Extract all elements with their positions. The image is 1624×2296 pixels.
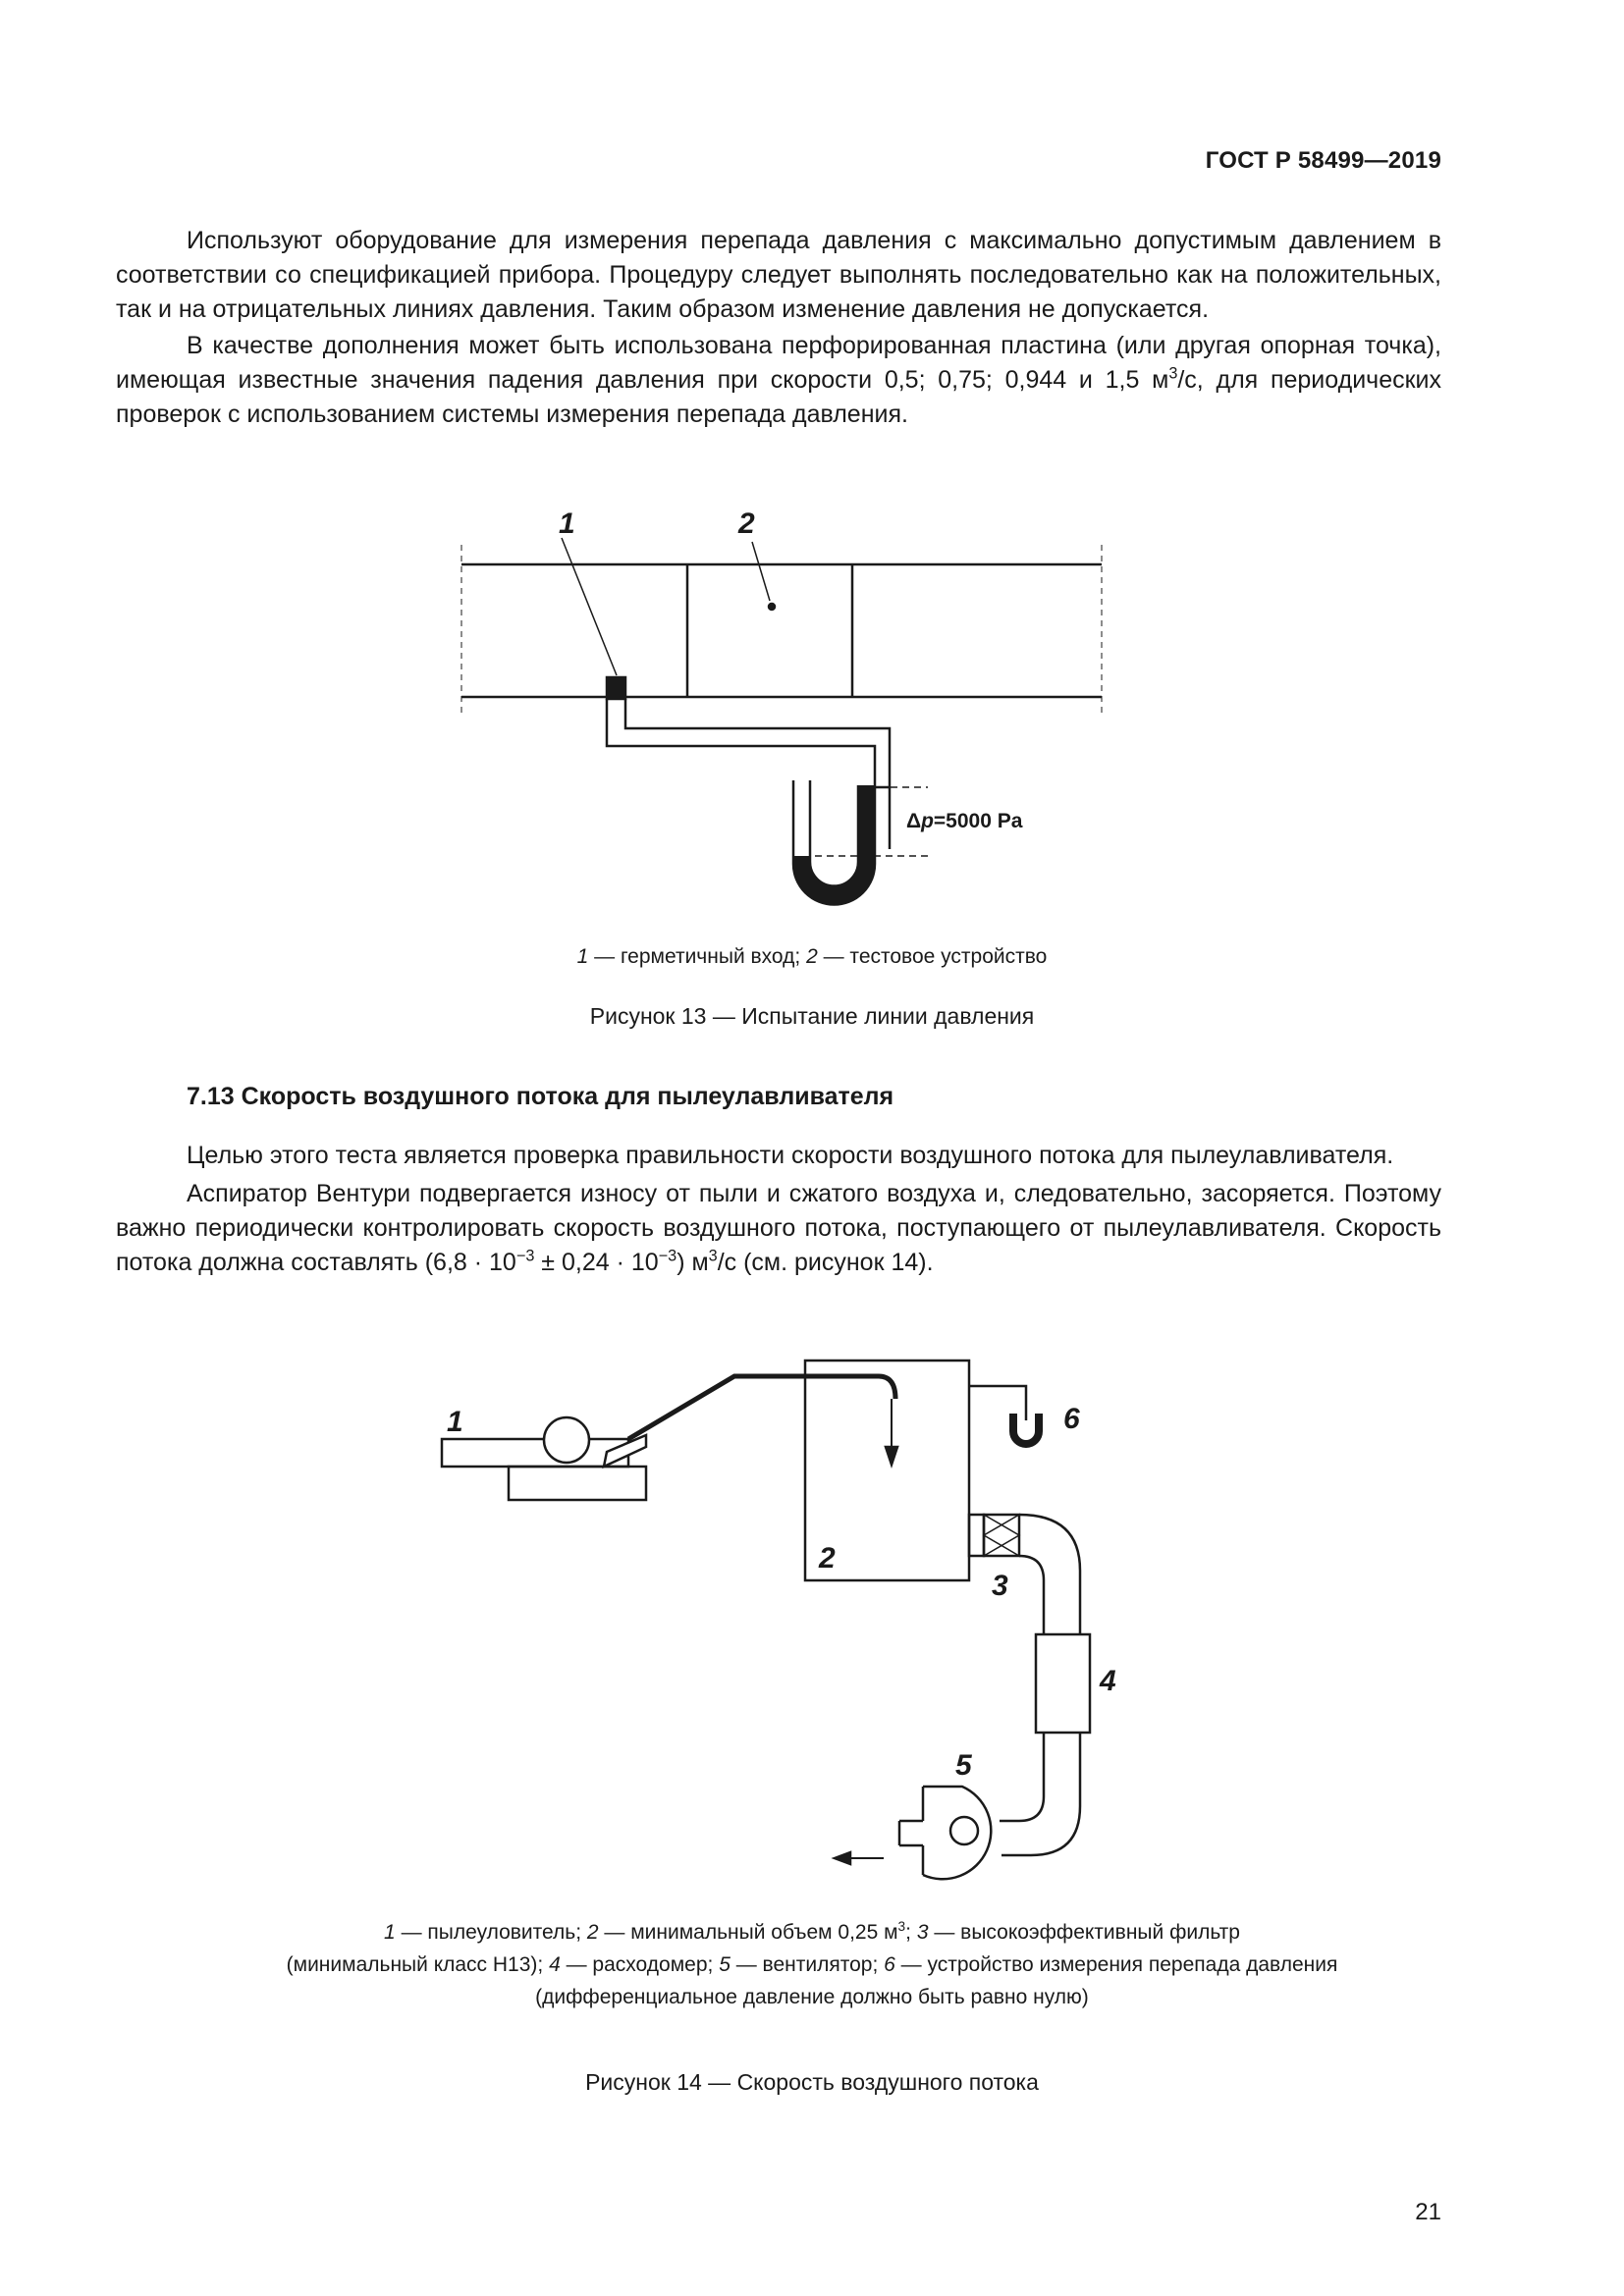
test-device-dot [769,604,775,610]
manometer-inner [810,780,858,886]
figure-14-legend [0,1916,1624,2013]
manometer-pipe [969,1386,1026,1420]
figure-14-caption: Рисунок 14 — Скорость воздушного потока [585,2069,1039,2095]
flowmeter [1036,1634,1090,1733]
suction-hose [628,1376,895,1439]
dust-collector-plate [442,1439,628,1467]
fig14-label-2: 2 [819,1542,836,1575]
section-paragraph-2: Аспиратор Вентури подвергается износу от пыли и сжатого воздуха и, следовательно, засоряется. Поэтому важно периодически контролировать скорость воздушного потока, поступающего от пылеулавливателя. Скорость потока должна составлять $(6,8 \cdot 10^{-3} \pm 0,24 \cdot 10^{-3})$ $м^3/с$ (см. рисунок 14). [116,1180,1441,1276]
fig14-label-6: 6 [1063,1403,1080,1435]
manometer-outer [793,780,875,905]
filter-connector [969,1515,984,1556]
dust-collector-nozzle [604,1435,646,1467]
document-code: ГОСТ Р 58499—2019 [1205,147,1441,174]
section-paragraph-1: Целью этого теста является проверка правильности скорости воздушного потока для пылеулавливателя. [187,1142,1394,1169]
pipe-inner-lower [1000,1733,1044,1821]
manometer-fluid [793,785,875,905]
figure-13-drawing [461,538,1102,905]
intro-text [116,224,1441,432]
leader-2 [752,542,770,601]
fig14-label-3: 3 [992,1570,1008,1602]
section-title: 7.13 Скорость воздушного потока для пылеулавливателя [187,1083,894,1110]
figure-14-legend-line-3: (дифференциальное давление должно быть равно нулю) [535,1986,1089,2008]
figure-13-legend: 1 — герметичный вход; 2 — тестовое устройство [576,945,1048,968]
fig13-label-2: 2 [738,507,755,540]
fig13-label-1: 1 [559,507,575,540]
exhaust-arrow-head [835,1852,850,1864]
manometer-6 [1013,1414,1039,1444]
page-number: 21 [1415,2199,1441,2225]
pipe-inner-upper [1019,1556,1044,1634]
fig14-label-5: 5 [955,1749,972,1782]
figure-14-legend-line-1: 1 — пылеуловитель; 2 — минимальный объем 0,25 $м^3$; 3 — высокоэффективный фильтр [384,1919,1240,1944]
filter-housing [984,1515,1019,1556]
tube [607,699,890,849]
fan-impeller [950,1817,978,1844]
dust-collector-roller [544,1417,589,1463]
container [805,1361,969,1580]
pipe-outer-upper [1019,1515,1080,1634]
filter-element [984,1515,1019,1556]
flow-arrow-head [886,1447,897,1465]
dust-collector-base [509,1467,646,1500]
sealed-inlet [607,677,625,699]
intro-paragraph-2: В качестве дополнения может быть использована перфорированная пластина (или другая опорная точка), имеющая известные значения падения давления при скорости 0,5; 0,75; 0,944 и 1,5 $м^3/с$, для периодических проверок с использованием системы измерения перепада давления. [116,332,1441,428]
figure-14-drawing [442,1361,1090,1879]
pipe-outer-lower [1001,1733,1080,1855]
leader-1 [562,538,617,675]
fan-housing [923,1787,991,1879]
section-text [116,1139,1441,1280]
fig14-label-4: 4 [1100,1665,1116,1697]
figure-14-legend-line-2: (минимальный класс H13); 4 — расходомер; 5 — вентилятор; 6 — устройство измерения перепада давления [286,1953,1338,1976]
pressure-diff-label: Δp=5000 Pa [906,810,1023,832]
intro-paragraph-1: Используют оборудование для измерения перепада давления с максимально допустимым давлением в соответствии со спецификацией прибора. Процедуру следует выполнять последовательно как на положительных, так и на отрицательных линиях давления. Таким образом изменение давления не допускается. [116,227,1441,323]
fig14-label-1: 1 [447,1406,463,1438]
figure-13-caption: Рисунок 13 — Испытание линии давления [589,1003,1035,1029]
